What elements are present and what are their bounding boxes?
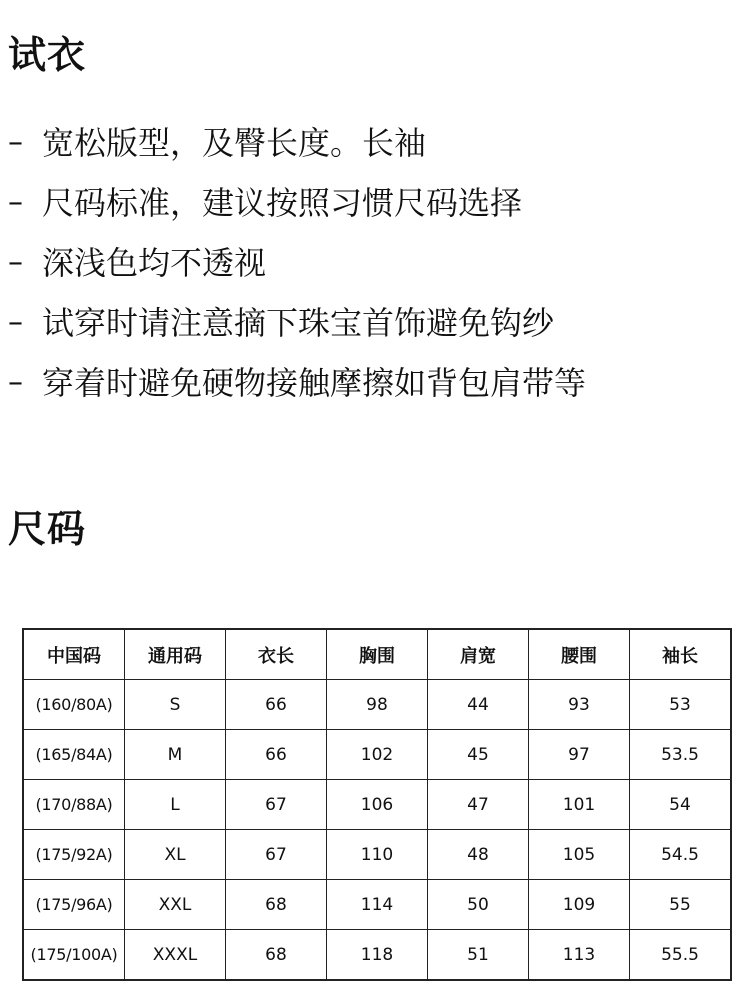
cell-sleeve: 53 bbox=[630, 680, 732, 730]
cell-cn-size: (170/88A) bbox=[23, 780, 125, 830]
cell-shoulder: 44 bbox=[428, 680, 529, 730]
table-row bbox=[23, 730, 731, 780]
fit-note bbox=[8, 113, 586, 173]
dash-bullet: – bbox=[8, 125, 23, 160]
cell-general-size: XXXL bbox=[125, 930, 226, 981]
table-row bbox=[23, 680, 731, 730]
fit-note bbox=[8, 293, 586, 353]
cell-length: 67 bbox=[226, 830, 327, 880]
cell-shoulder: 47 bbox=[428, 780, 529, 830]
cell-waist: 97 bbox=[529, 730, 630, 780]
fit-note bbox=[8, 353, 586, 413]
fit-note-text: 试穿时请注意摘下珠宝首饰避免钩纱 bbox=[42, 304, 555, 342]
fit-note-text: 穿着时避免硬物接触摩擦如背包肩带等 bbox=[42, 364, 587, 402]
table-row bbox=[23, 930, 731, 981]
cell-shoulder: 50 bbox=[428, 880, 529, 930]
cell-chest: 98 bbox=[327, 680, 428, 730]
cell-chest: 110 bbox=[327, 830, 428, 880]
cell-waist: 93 bbox=[529, 680, 630, 730]
cell-chest: 102 bbox=[327, 730, 428, 780]
cell-cn-size: (175/100A) bbox=[23, 930, 125, 981]
size-chart-table bbox=[22, 628, 732, 981]
table-row bbox=[23, 780, 731, 830]
cell-general-size: S bbox=[125, 680, 226, 730]
table-header-row bbox=[23, 629, 731, 680]
cell-sleeve: 54 bbox=[630, 780, 732, 830]
cell-sleeve: 55 bbox=[630, 880, 732, 930]
cell-shoulder: 45 bbox=[428, 730, 529, 780]
header-shoulder: 肩宽 bbox=[428, 629, 529, 680]
cell-general-size: M bbox=[125, 730, 226, 780]
fit-note-text: 宽松版型，及臀长度。长袖 bbox=[42, 124, 427, 162]
cell-cn-size: (160/80A) bbox=[23, 680, 125, 730]
cell-general-size: XL bbox=[125, 830, 226, 880]
header-waist: 腰围 bbox=[529, 629, 630, 680]
fit-note-text: 尺码标准，建议按照习惯尺码选择 bbox=[42, 184, 523, 222]
cell-sleeve: 53.5 bbox=[630, 730, 732, 780]
header-length: 衣长 bbox=[226, 629, 327, 680]
cell-general-size: XXL bbox=[125, 880, 226, 930]
cell-cn-size: (165/84A) bbox=[23, 730, 125, 780]
cell-length: 68 bbox=[226, 880, 327, 930]
fit-note-text: 深浅色均不透视 bbox=[42, 244, 267, 282]
fit-note bbox=[8, 173, 586, 233]
table-row bbox=[23, 830, 731, 880]
cell-general-size: L bbox=[125, 780, 226, 830]
size-section-title: 尺码 bbox=[8, 507, 87, 551]
table-row bbox=[23, 880, 731, 930]
cell-sleeve: 55.5 bbox=[630, 930, 732, 981]
dash-bullet: – bbox=[8, 305, 23, 340]
cell-chest: 118 bbox=[327, 930, 428, 981]
cell-waist: 113 bbox=[529, 930, 630, 981]
cell-shoulder: 51 bbox=[428, 930, 529, 981]
header-sleeve: 袖长 bbox=[630, 629, 732, 680]
header-general-size: 通用码 bbox=[125, 629, 226, 680]
cell-shoulder: 48 bbox=[428, 830, 529, 880]
cell-waist: 101 bbox=[529, 780, 630, 830]
cell-cn-size: (175/92A) bbox=[23, 830, 125, 880]
cell-length: 67 bbox=[226, 780, 327, 830]
dash-bullet: – bbox=[8, 185, 23, 220]
fit-notes-list bbox=[8, 113, 586, 413]
cell-length: 68 bbox=[226, 930, 327, 981]
cell-waist: 109 bbox=[529, 880, 630, 930]
cell-cn-size: (175/96A) bbox=[23, 880, 125, 930]
cell-length: 66 bbox=[226, 730, 327, 780]
cell-waist: 105 bbox=[529, 830, 630, 880]
fit-note bbox=[8, 233, 586, 293]
dash-bullet: – bbox=[8, 245, 23, 280]
header-cn-size: 中国码 bbox=[23, 629, 125, 680]
header-chest: 胸围 bbox=[327, 629, 428, 680]
cell-chest: 106 bbox=[327, 780, 428, 830]
cell-chest: 114 bbox=[327, 880, 428, 930]
fit-section-title: 试衣 bbox=[8, 33, 87, 77]
cell-sleeve: 54.5 bbox=[630, 830, 732, 880]
dash-bullet: – bbox=[8, 365, 23, 400]
cell-length: 66 bbox=[226, 680, 327, 730]
